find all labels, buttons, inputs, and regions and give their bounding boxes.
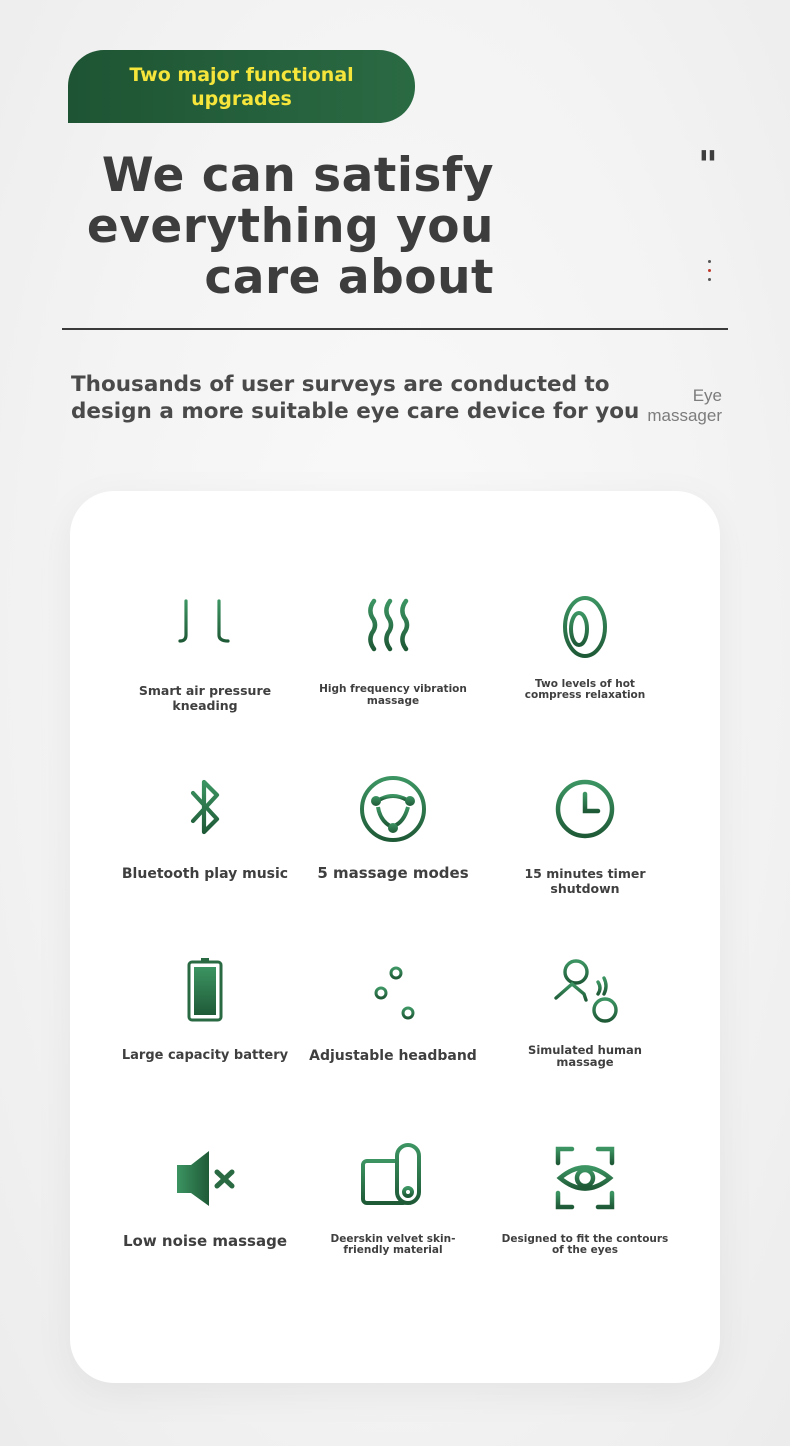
feature-label: Low noise massage [122, 1232, 288, 1250]
sliders-icon [358, 956, 428, 1026]
product-tag-line: Eye [692, 386, 722, 405]
material-roll-icon [358, 1143, 428, 1213]
hot-compress-icon [550, 591, 620, 661]
feature-massage-modes [298, 774, 488, 884]
feature-label: 5 massage modes [317, 864, 469, 882]
subtitle [71, 371, 651, 425]
product-tag [640, 386, 722, 426]
divider [62, 328, 728, 330]
feature-human-massage [490, 956, 680, 1069]
feature-label: Designed to fit the contours of the eyes [501, 1233, 669, 1256]
vibration-icon [358, 591, 428, 661]
feature-label: High frequency vibration massage [319, 683, 467, 707]
dots-decoration [708, 260, 714, 287]
human-massage-icon [550, 956, 620, 1026]
feature-eye-fit [490, 1143, 680, 1256]
quote-mark: " [698, 143, 718, 187]
feature-label: Deerskin velvet skin-friendly material [330, 1233, 456, 1256]
feature-battery [110, 956, 300, 1066]
feature-bluetooth [110, 774, 300, 884]
headline-line: We can satisfy [101, 148, 494, 203]
headline [70, 150, 494, 303]
feature-low-noise [110, 1143, 300, 1253]
product-tag-line: massager [647, 406, 722, 425]
features-card [70, 491, 720, 1383]
mute-speaker-icon [170, 1143, 240, 1213]
feature-label: Two levels of hot compress relaxation [524, 678, 646, 701]
eye-scan-icon [550, 1143, 620, 1213]
battery-icon [170, 956, 240, 1026]
headline-line: care about [204, 250, 494, 305]
subtitle-line: Thousands of user surveys are conducted to [71, 372, 610, 397]
upgrade-banner-text: Two major functional upgrades [129, 63, 354, 110]
bluetooth-icon [170, 774, 240, 844]
feature-label: Smart air pressure kneading [138, 683, 272, 713]
air-pressure-icon [170, 591, 240, 661]
subtitle-line: design a more suitable eye care device for you [71, 399, 640, 424]
feature-hot-compress [490, 591, 680, 701]
feature-timer [490, 774, 680, 896]
feature-headband [298, 956, 488, 1066]
feature-vibration [298, 591, 488, 707]
headline-line: everything you [86, 199, 494, 254]
feature-label: Bluetooth play music [121, 866, 289, 882]
clock-icon [550, 774, 620, 844]
feature-air-pressure [110, 591, 300, 713]
feature-label: Simulated human massage [528, 1043, 642, 1069]
feature-label: Large capacity battery [121, 1048, 289, 1063]
massage-modes-icon [358, 774, 428, 844]
feature-label: 15 minutes timer shutdown [524, 866, 646, 896]
feature-label: Adjustable headband [309, 1048, 477, 1064]
upgrade-banner [68, 50, 415, 123]
feature-material [298, 1143, 488, 1256]
